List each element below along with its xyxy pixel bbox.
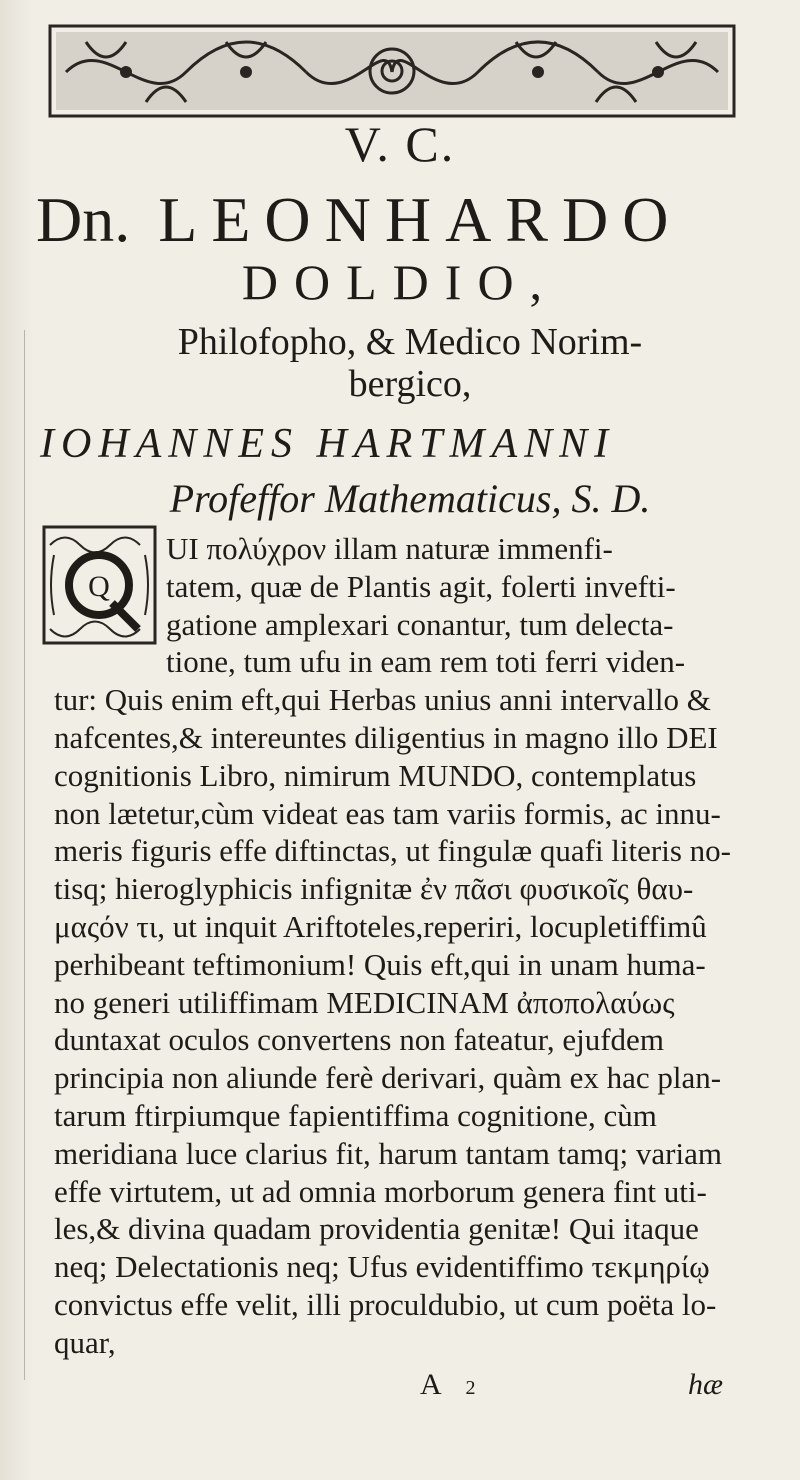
dedicatee-last-name: DOLDIO, [241,254,559,310]
text-line: convictus effe velit, illi proculdubio, ut cum poëta lo- [54,1287,717,1322]
signature-number: 2 [465,1377,476,1399]
text-line: quar, [54,1324,116,1360]
dedicatee-role-line-1: Philofopho, & Medico Norim- [177,321,643,363]
dedicatee-role-line-2: bergico, [348,363,472,405]
author-title: Profeffor Mathematicus, S. D. [169,476,651,521]
text-line: neq; Delectationis neq; Ufus evidentiffimo τεκμηρίῳ [54,1249,710,1285]
text-line: meridiana luce clarius fit, harum tantam tamq; variam [54,1135,722,1171]
text-line: meris figuris effe diftinctas, ut fingulæ quafi literis no- [54,833,731,869]
text-line: tur: Quis enim eft,qui Herbas unius anni intervallo & [54,682,711,718]
text-line: tatem, quæ de Plantis agit, folerti invefti- [166,568,676,604]
page-edge-shadow [0,0,34,1480]
text-line: nafcentes,& intereuntes diligentius in magno illo DEI [54,720,718,755]
text-line: μαςόν τι, ut inquit Ariftoteles,reperiri, locupletiffimû [54,909,707,944]
decorated-initial-q [42,525,157,645]
initials-vc: V. C. [344,116,456,172]
catchword: hæ [688,1368,724,1401]
text-line: tione, tum ufu in eam rem toti ferri viden- [166,644,686,680]
text-line: perhibeant teftimonium! Quis eft,qui in unam huma- [54,946,706,982]
signature-letter: A [420,1368,441,1401]
text-line: tarum ftirpiumque fapientiffima cognitione, cùm [54,1098,657,1133]
ornamental-headpiece [46,22,738,120]
text-line: tisq; hieroglyphicis infignitæ ἐν πᾶσι φυσικοῖς θαυ- [54,871,694,907]
dedication-prefix: Dn. [36,184,131,255]
svg-text:Q: Q [88,570,110,603]
text-line: UI πολύχρον illam naturæ immenfi- [166,531,613,566]
signature-mark [420,1368,476,1402]
text-line: no generi utiliffimam MEDICINAM ἀποπολαύως [54,984,675,1020]
text-line: cognitionis Libro, nimirum MUNDO, contemplatus [54,757,697,793]
text-line: les,& divina quadam providentia genitæ! Qui itaque [54,1211,699,1247]
dedicatee-first-name: LEONHARDO [158,184,683,255]
dedication-line [36,183,736,257]
text-line: duntaxat oculos convertens non fateatur, ejufdem [54,1022,664,1058]
text-line: principia non aliunde ferè derivari, quàm ex hac plan- [54,1060,722,1096]
text-line: effe virtutem, ut ad omnia morborum genera fint uti- [54,1173,707,1209]
author-name: IOHANNES HARTMANNI [40,421,616,467]
text-line: non lætetur,cùm videat eas tam variis formis, ac innu- [54,795,721,831]
text-line: gatione amplexari conantur, tum delecta- [166,606,674,642]
binding-line [24,330,25,1380]
